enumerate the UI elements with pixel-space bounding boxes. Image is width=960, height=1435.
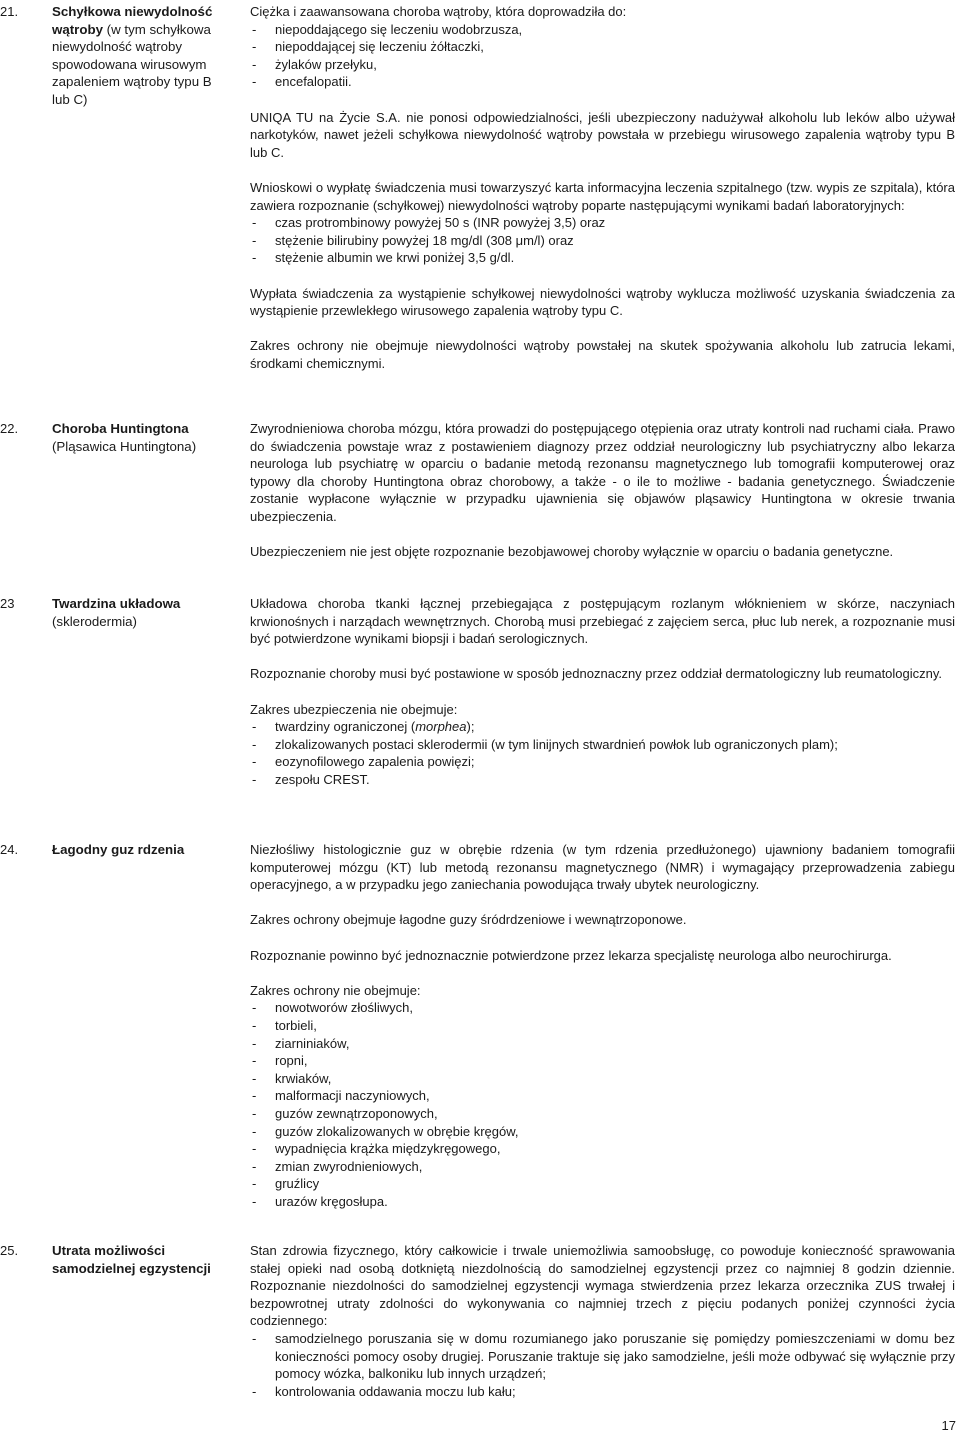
list-item: - guzów zlokalizowanych w obrębie kręgów, [250,1123,955,1141]
list-item: - niepoddającego się leczeniu wodobrzusza, [250,21,955,39]
entry-title [52,420,232,455]
paragraph [250,3,955,91]
entry-title-bold: Utrata możliwości samodzielnej egzystencji [52,1243,211,1276]
paragraph-intro: Ciężka i zaawansowana choroba wątroby, która doprowadziła do: [250,4,627,19]
paragraph: Zwyrodnieniowa choroba mózgu, która prowadzi do postępującego otępienia oraz utraty kontroli nad ruchami ciała. Prawo do świadczenia powstaje wraz z postawieniem diagnozy przez oddział neurologiczny lub psychiatryczny albo lekarza neurologa lub psychiatrę w oparciu o badanie metodą rezonansu magnetycznego lub tomografii komputerowej oraz typowy dla choroby Huntingtona obraz chorobowy, a także - o ile to możliwe - badania genetycznego. Świadczenie zostanie wypłacone wyłącznie w przypadku ujawnienia się objawów pląsawicy Huntingtona w okresie trwania ubezpieczenia. [250,421,955,524]
bullet-list [250,214,955,267]
list-item: - torbieli, [250,1017,955,1035]
entry-title [52,3,232,109]
paragraph: Układowa choroba tkanki łącznej przebiegająca z postępującym rozlanym włóknieniem w skórze, naczyniach krwionośnych i narządach wewnętrznych. Chorobą musi przebiegać z zajęciem serca, płuc lub nerek, a rozpoznanie musi być potwierdzone wynikami biopsji i badań serologicznych. [250,596,955,647]
entry-title [52,841,232,859]
list-item: - samodzielnego poruszania się w domu rozumianego jako poruszanie się pomiędzy pomieszczeniami w domu bez konieczności pomocy osoby drugiej. Poruszanie traktuje się jako samodzielne, jeśli może odbywać się wyłącznie przy pomocy wózka, balkoniku lub innych urządzeń; [250,1330,955,1383]
list-item: - eozynofilowego zapalenia powięzi; [250,753,955,771]
list-item: - zmian zwyrodnieniowych, [250,1158,955,1176]
entry-number: 23 [0,596,15,611]
entry-title-bold: Łagodny guz rdzenia [52,842,185,857]
list-item: - czas protrombinowy powyżej 50 s (INR powyżej 3,5) oraz [250,214,955,232]
entry-number: 24. [0,842,19,857]
entry-title-bold: Twardzina układowa [52,596,181,611]
paragraph [250,179,955,267]
bullet-list [250,1330,955,1400]
list-item: - stężenie albumin we krwi poniżej 3,5 g/dl. [250,249,955,267]
list-item: - wypadnięcia krążka międzykręgowego, [250,1140,955,1158]
entry-title-rest: (Pląsawica Huntingtona) [52,438,197,454]
paragraph-intro: Zakres ochrony nie obejmuje: [250,982,421,998]
entry-title-rest: (sklerodermia) [52,613,137,629]
list-item-text: ); [466,719,475,735]
entry-title-bold: Choroba Huntingtona [52,421,189,436]
list-item: - gruźlicy [250,1175,955,1193]
list-item: - stężenie bilirubiny powyżej 18 mg/dl (308 μm/l) oraz [250,232,955,250]
bullet-list [250,999,955,1210]
paragraph: Rozpoznanie powinno być jednoznacznie potwierdzone przez lekarza specjalistę neurologa albo neurochirurga. [250,947,892,963]
list-item-italic: morphea [415,719,467,735]
paragraph: Zakres ochrony obejmuje łagodne guzy śródrdzeniowe i wewnątrzoponowe. [250,912,687,928]
list-item: - żylaków przełyku, [250,56,955,74]
list-item-text: twardziny ograniczonej ( [275,719,416,735]
paragraph [250,982,955,1211]
list-item: - ziarniniaków, [250,1035,955,1053]
paragraph: Zakres ochrony nie obejmuje niewydolności wątroby powstałej na skutek spożywania alkoholu lub zatrucia lekami, środkami chemicznymi. [250,338,955,371]
paragraph-intro: Stan zdrowia fizycznego, który całkowicie i trwale uniemożliwia samoobsługę, co powoduje konieczność sprawowania stałej opieki nad osobą dotkniętą niezdolnością do samodzielnej egzystencji przez co najmniej 8 godzin dziennie. Rozpoznanie niezdolności do samodzielnej egzystencji wymaga stwierdzenia przez lekarza orzecznika ZUS trwałej i bezpowrotnej utraty zdolności do wykonywania co najmniej trzech z pięciu podanych poniżej czynności życia codziennego: [250,1243,955,1329]
entry-title-bold: Schyłkowa niewydolność wątroby [52,4,213,37]
entry-content [250,841,955,1210]
list-item: - nowotworów złośliwych, [250,999,955,1017]
list-item: - malformacji naczyniowych, [250,1087,955,1105]
entry-content [250,1242,955,1400]
entry-number: 25. [0,1243,19,1258]
page-number: 17 [941,1418,956,1433]
list-item: - zlokalizowanych postaci sklerodermii (w tym linijnych stwardnień powłok lub ograniczonych plam); [250,736,955,754]
list-item: - kontrolowania oddawania moczu lub kału; [250,1383,955,1401]
list-item: - ropni, [250,1052,955,1070]
list-item: - zespołu CREST. [250,771,955,789]
list-item: - urazów kręgosłupa. [250,1193,955,1211]
paragraph-intro: Zakres ubezpieczenia nie obejmuje: [250,701,458,717]
paragraph: Wypłata świadczenia za wystąpienie schyłkowej niewydolności wątroby wyklucza możliwość uzyskania świadczenia za wystąpienie przewlekłego wirusowego zapalenia wątroby typu C. [250,285,955,319]
entry-title-rest: (w tym schyłkowa niewydolność wątroby spowodowana wirusowym zapaleniem wątroby typu B lub C) [52,21,212,107]
paragraph: Rozpoznanie choroby musi być postawione w sposób jednoznaczny przez oddział dermatologiczny lub reumatologiczny. [250,666,943,682]
list-item: - krwiaków, [250,1070,955,1088]
paragraph: Ubezpieczeniem nie jest objęte rozpoznanie bezobjawowej choroby wyłącznie w oparciu o badania genetyczne. [250,544,894,560]
entry-number: 22. [0,421,19,436]
entry-title [52,595,232,630]
list-item: - encefalopatii. [250,73,955,91]
entry-content [250,3,955,372]
list-item: - guzów zewnątrzoponowych, [250,1105,955,1123]
entry-content [250,595,955,789]
paragraph [250,701,955,789]
paragraph: Niezłośliwy histologicznie guz w obrębie rdzenia (w tym rdzenia przedłużonego) ujawniony badaniem tomografii komputerowej mózgu (KT) lub metodą rezonansu magnetycznego (NMR) i wymagający przeprowadzenia zabiegu operacyjnego, a w przypadku jego zaniechania powodująca trwały ubytek neurologiczny. [250,842,955,893]
paragraph-intro: Wnioskowi o wypłatę świadczenia musi towarzyszyć karta informacyjna leczenia szpitalnego (tzw. wypis ze szpitala), która zawiera rozpoznanie (schyłkowej) niewydolności wątroby poparte następującymi wynikami badań laboratoryjnych: [250,179,955,213]
list-item: - niepoddającej się leczeniu żółtaczki, [250,38,955,56]
paragraph [250,1242,955,1400]
paragraph: UNIQA TU na Życie S.A. nie ponosi odpowiedzialności, jeśli ubezpieczony nadużywał alkoholu lub leków albo używał narkotyków, nawet jeżeli schyłkowa niewydolność wątroby powstała w przebiegu wirusowego zapalenia wątroby typu B lub C. [250,109,955,160]
bullet-list [250,21,955,91]
bullet-list [250,718,955,788]
entry-content [250,420,955,561]
entry-number: 21. [0,4,19,19]
entry-title [52,1242,232,1277]
list-item [250,718,955,736]
